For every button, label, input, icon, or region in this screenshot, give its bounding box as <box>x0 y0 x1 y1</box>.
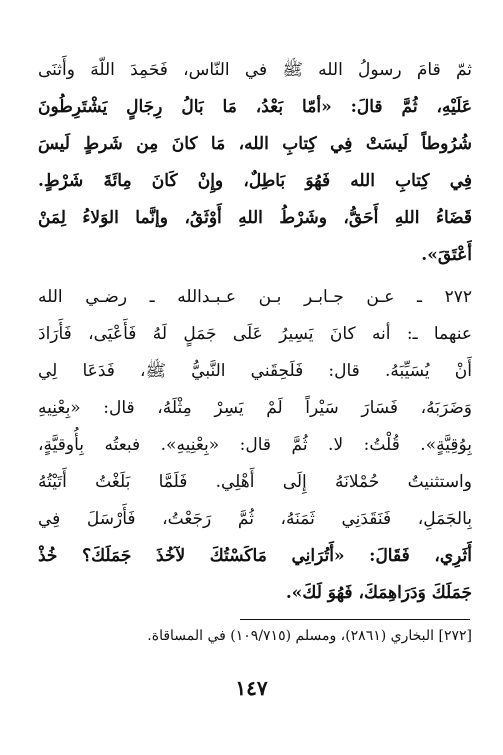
text-line: بِوُقِيَّةٍ». قُلْتُ: لا. ثُمَّ قال: «بِعْنِيهِ». فبعتُه بِأُوقيَّةٍ، <box>38 435 472 455</box>
text-line: عَلَيْهِ، ثُمَّ قالَ: «أمّا بَعْدُ، مَا بَالُ رِجَالٍ يَشْتَرِطُونَ <box>38 97 472 117</box>
text-line: أَثَرِي، فَقَالَ: «أَتُرَانِي مَاكَسْتُكَ لآخُذَ جَمَلَكَ؟ خُذْ <box>38 546 472 566</box>
text-line: أَعْتَقَ». <box>421 245 472 265</box>
text-line: عنهما ـ: أنه كانَ يَسِيرُ عَلَى جَمَلٍ لَهُ فَأَعْيَى، فَأَرَادَ <box>38 324 472 344</box>
page-number: ١٤٧ <box>235 676 268 700</box>
text-line: ثمّ قامَ رسولُ الله ﷺ في النّاس، فَحَمِدَ اللّهَ وأَثنَى <box>38 60 472 80</box>
text-line: ٢٧٢ ـ عـن جـابـر بـن عـبـدالله ـ رضـي الله <box>38 287 472 307</box>
paragraph-hadith-272 <box>38 279 472 612</box>
text-line: بِالجَمَلِ، فَنَقَدَنِي ثَمَنَهُ، ثُمَّ رَجَعْتُ، فَأَرْسَلَ فِي <box>38 509 472 529</box>
paragraph-hadith-continuation <box>38 52 472 274</box>
footnote-divider <box>240 619 470 620</box>
text-line: أَنْ يُسَيِّبَهُ. قال: فَلَحِقَني النَّبيُّ ﷺ، فَدَعَا لِي <box>38 361 472 381</box>
text-line: شُرُوطاً لَيسَتْ فِي كِتابِ الله، مَا كانَ مِن شَرطٍ لَيسَ <box>38 134 472 154</box>
text-line: وَضَرَبَهُ، فَسَارَ سَيْراً لَمْ يَسِرْ مِثْلَهُ، قال: «بِعْنِيهِ <box>38 398 472 418</box>
text-line: فِي كِتابِ الله فَهُوَ بَاطِلٌ، وإِنْ كَانَ مِائَةَ شَرْطٍ. <box>38 171 472 191</box>
text-line: قَضَاءُ اللهِ أَحَقُّ، وشَرْطُ اللهِ أَوْثَقُ، وإنَّما الوَلاءُ لِمَنْ <box>38 208 472 228</box>
text-line: واستثنيتُ حُمْلانَهُ إِلَى أَهْلِي. فَلَمَّا بَلَغْتُ أَتَيْتُهُ <box>38 472 472 492</box>
text-line: جَمَلَكَ وَدَرَاهِمَكَ، فَهُوَ لَكَ». <box>285 583 472 603</box>
footnote: [٢٧٢] البخاري (٢٨٦١)، ومسلم (١٠٩/٧١٥) في المساقاة. <box>147 628 472 644</box>
